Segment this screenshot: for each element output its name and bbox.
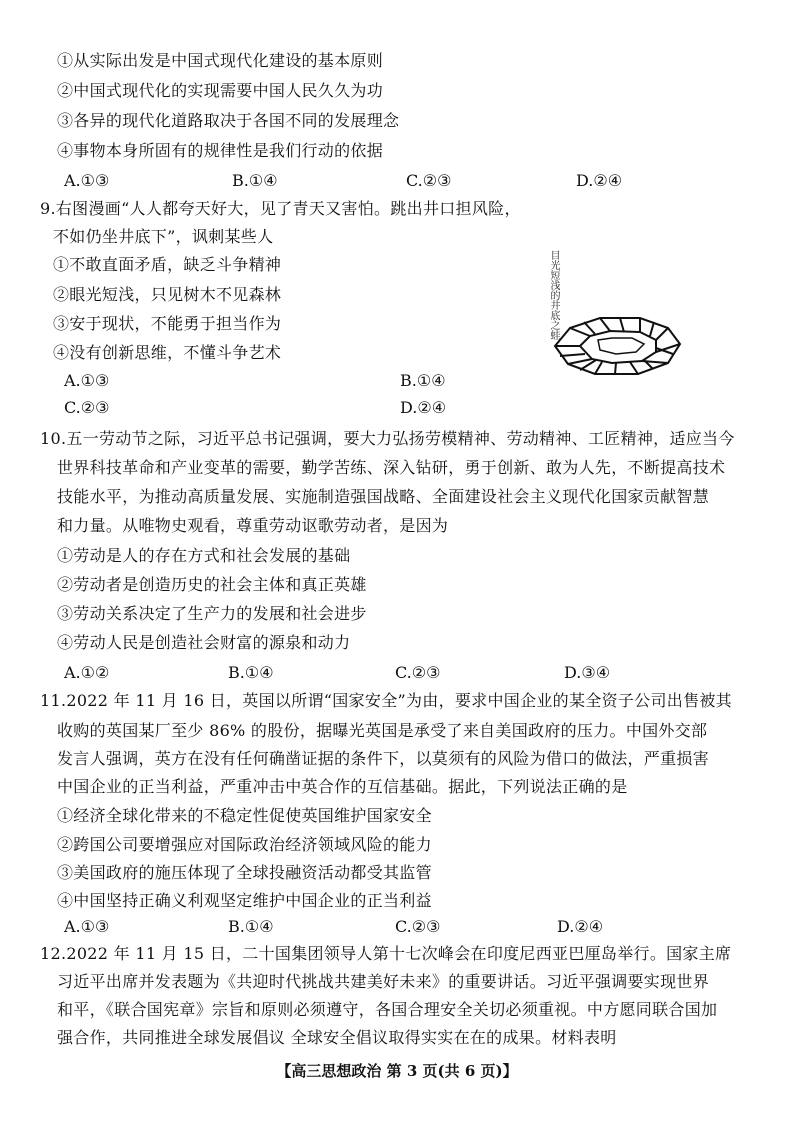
q12-stem-line-4: 强合作，共同推进全球发展倡议 全球安全倡议取得实实在在的成果。材料表明 — [57, 1028, 617, 1047]
q10-stem-line-3: 技能水平，为推动高质量发展、实施制造强国战略、全面建设社会主义现代化国家贡献智慧 — [57, 487, 710, 506]
q11-stem-line-1: 11.2022 年 11 月 16 日，英国以所谓“国家安全”为由，要求中国企业的某全资子公司出售被其 — [40, 691, 732, 710]
q9-stem-line-1: 9.右图漫画“人人都夸天好大，见了青天又害怕。跳出井口担风险， — [40, 199, 521, 218]
q11-statement-1: ①经济全球化带来的不稳定性促使英国维护国家安全 — [57, 806, 432, 825]
footer-left-bracket: 【 — [276, 1062, 292, 1080]
q8-option-a: A.①③ — [64, 171, 110, 190]
page-footer — [0, 1060, 794, 1081]
q10-option-a: A.①② — [64, 663, 110, 682]
q10-option-b: B.①④ — [228, 663, 274, 682]
q11-stem-line-3: 发言人强调，英方在没有任何确凿证据的条件下，以莫须有的风险为借口的做法，严重损害 — [57, 749, 710, 768]
q11-statement-4: ④中国坚持正确义利观坚定维护中国企业的正当利益 — [57, 891, 432, 910]
q8-option-d: D.②④ — [576, 171, 623, 190]
q10-statement-2: ②劳动者是创造历史的社会主体和真正英雄 — [57, 575, 367, 594]
q10-stem-line-2: 世界科技革命和产业变革的需要，勤学苦练、深入钻研，勇于创新、敢为人先，不断提高技术 — [57, 458, 726, 477]
q11-statement-2: ②跨国公司要增强应对国际政治经济领域风险的能力 — [57, 835, 432, 854]
q8-option-c: C.②③ — [406, 171, 452, 190]
q11-option-c: C.②③ — [395, 917, 441, 936]
q9-statement-3: ③安于现状，不能勇于担当作为 — [53, 314, 282, 333]
q10-stem-line-4: 和力量。从唯物史观看，尊重劳动讴歌劳动者，是因为 — [57, 516, 449, 535]
q9-stem-line-2: 不如仍坐井底下”，讽刺某些人 — [53, 227, 274, 246]
footer-right-bracket: 】 — [502, 1062, 518, 1080]
q8-statement-3: ③各异的现代化道路取决于各国不同的发展理念 — [57, 111, 400, 130]
q8-statement-4: ④事物本身所固有的规律性是我们行动的依据 — [57, 141, 384, 160]
q10-stem-line-1: 10.五一劳动节之际，习近平总书记强调，要大力弘扬劳模精神、劳动精神、工匠精神，适应当今 — [40, 429, 735, 448]
q8-option-b: B.①④ — [232, 171, 278, 190]
q9-statement-2: ②眼光短浅，只见树木不见森林 — [53, 285, 282, 304]
q10-option-c: C.②③ — [395, 663, 441, 682]
q10-statement-4: ④劳动人民是创造社会财富的源泉和动力 — [57, 633, 351, 652]
q11-option-b: B.①④ — [228, 917, 274, 936]
q9-statement-1: ①不敢直面矛盾，缺乏斗争精神 — [53, 255, 282, 274]
well-cartoon — [540, 248, 690, 388]
q9-option-d: D.②④ — [400, 398, 447, 417]
q9-statement-4: ④没有创新思维，不懂斗争艺术 — [53, 343, 282, 362]
footer-page-number: 第 3 页(共 6 页) — [386, 1062, 503, 1080]
cartoon-caption: 目光短浅的井底之蛙 — [548, 250, 559, 340]
q11-statement-3: ③美国政府的施压体现了全球投融资活动都受其监管 — [57, 863, 432, 882]
q8-statement-1: ①从实际出发是中国式现代化建设的基本原则 — [57, 51, 384, 70]
q11-stem-line-2: 收购的英国某厂至少 86% 的股份，据曝光英国是承受了来自美国政府的压力。中国外交部 — [57, 721, 708, 740]
q8-statement-2: ②中国式现代化的实现需要中国人民久久为功 — [57, 81, 384, 100]
q9-option-a: A.①③ — [64, 371, 110, 390]
q11-stem-line-4: 中国企业的正当利益，严重冲击中英合作的互信基础。据此，下列说法正确的是 — [57, 777, 628, 796]
q10-statement-3: ③劳动关系决定了生产力的发展和社会进步 — [57, 604, 367, 623]
q12-stem-line-1: 12.2022 年 11 月 15 日，二十国集团领导人第十七次峰会在印度尼西亚巴厘岛举行。国家主席 — [40, 944, 732, 963]
footer-subject: 高三思想政治 — [291, 1062, 382, 1080]
q9-option-c: C.②③ — [64, 398, 110, 417]
q11-option-a: A.①③ — [64, 917, 110, 936]
q9-option-b: B.①④ — [400, 371, 446, 390]
q12-stem-line-3: 和平，《联合国宪章》宗旨和原则必须遵守，各国合理安全关切必须重视。中方愿同联合国加 — [57, 1000, 718, 1019]
q10-option-d: D.③④ — [564, 663, 611, 682]
q12-stem-line-2: 习近平出席并发表题为《共迎时代挑战共建美好未来》的重要讲话。习近平强调要实现世界 — [57, 972, 710, 991]
q11-option-d: D.②④ — [557, 917, 604, 936]
q10-statement-1: ①劳动是人的存在方式和社会发展的基础 — [57, 546, 351, 565]
